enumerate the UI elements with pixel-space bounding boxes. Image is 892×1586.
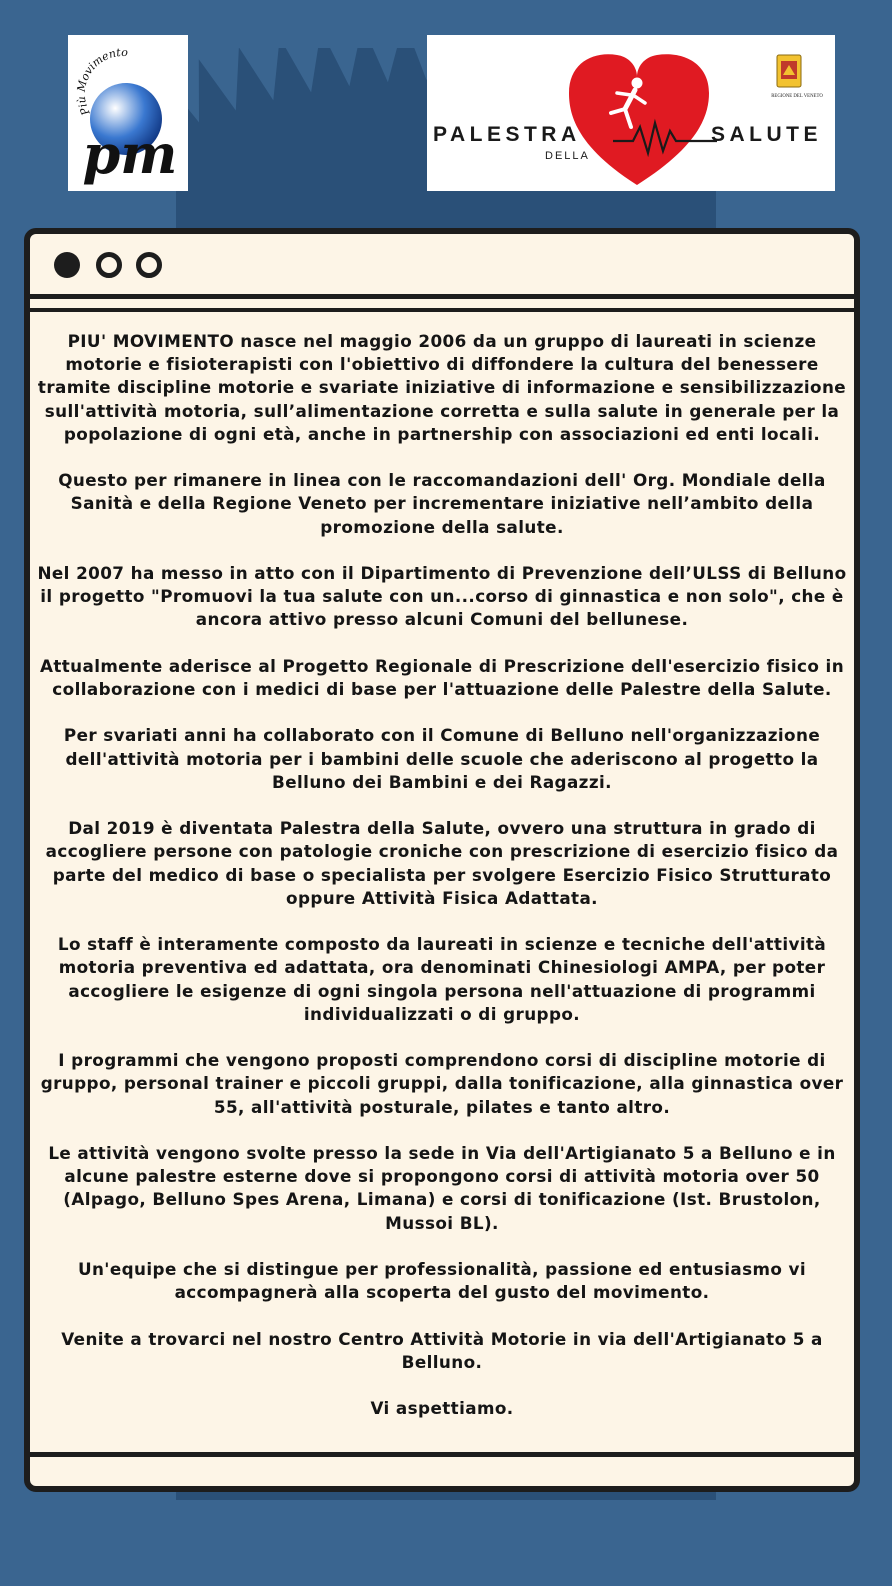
window-dot-filled-icon — [54, 252, 80, 278]
logo-word-palestra: PALESTRA — [433, 123, 581, 146]
window-dot-ring-icon — [96, 252, 122, 278]
paragraph: I programmi che vengono proposti comprendono corsi di discipline motorie di gruppo, personal trainer e piccoli gruppi, dalla tonificazione, alla ginnastica over 55, all'attività posturale, pilates e tanto altro. — [40, 1050, 844, 1117]
header-divider — [30, 294, 854, 299]
paragraph: Un'equipe che si distingue per professionalità, passione ed entusiasmo vi accompagnerà alla scoperta del gusto del movimento. — [77, 1258, 807, 1303]
closing-line: Vi aspettiamo. — [370, 1398, 514, 1419]
paragraph: Le attività vengono svolte presso la sede in Via dell'Artigianato 5 a Belluno e in alcune palestre esterne dove si propongono corsi di attività motoria over 50 (Alpago, Belluno Spes Arena, Limana) e corsi di tonificazione (Ist. Brustolon, Mussoi BL). — [48, 1142, 836, 1233]
paragraph: Nel 2007 ha messo in atto con il Dipartimento di Prevenzione dell’ULSS di Belluno il progetto "Promuovi la tua salute con un...corso di ginnastica e non solo", che è ancora attivo presso alcuni Comuni del bellunese. — [37, 563, 847, 630]
heart-icon — [569, 54, 709, 185]
content-window — [24, 228, 860, 1492]
paragraph: PIU' MOVIMENTO nasce nel maggio 2006 da un gruppo di laureati in scienze motorie e fisioterapisti con l'obiettivo di diffondere la cultura del benessere tramite discipline motorie e svariate iniziative di informazione e sensibilizzazione sull'attività motoria, sull’alimentazione corretta e sulla salute in generale per la popolazione di ogni età, anche in partnership con associazioni ed enti locali. — [37, 331, 847, 444]
logo-letters: pm — [82, 122, 178, 186]
paragraph: Attualmente aderisce al Progetto Regionale di Prescrizione dell'esercizio fisico in collaborazione con i medici di base per l'attuazione delle Palestre della Salute. — [39, 655, 845, 699]
piu-movimento-logo — [68, 35, 188, 191]
footer-divider — [30, 1452, 854, 1457]
header-divider — [30, 308, 854, 312]
paragraph: Dal 2019 è diventata Palestra della Salute, ovvero una struttura in grado di accogliere persone con patologie croniche con prescrizione di esercizio fisico da parte del medico di base o specialista per svolgere Esercizio Fisico Strutturato oppure Attività Fisica Adattata. — [45, 818, 839, 908]
logo-word-della: DELLA — [545, 150, 590, 162]
window-dot-ring-icon — [136, 252, 162, 278]
logo-arc-text: Più Movimento — [74, 45, 129, 118]
body-text — [36, 330, 848, 1444]
paragraph: Questo per rimanere in linea con le raccomandazioni dell' Org. Mondiale della Sanità e della Regione Veneto per incrementare iniziative nell’ambito della promozione della salute. — [58, 470, 826, 537]
regione-veneto-crest-icon — [777, 55, 801, 87]
palestra-della-salute-logo — [427, 35, 835, 191]
paragraph: Lo staff è interamente composto da laureati in scienze e tecniche dell'attività motoria preventiva ed adattata, ora denominati Chinesiologi AMPA, per poter accogliere le esigenze di ogni singola persona nell'attuazione di programmi individualizzati o di gruppo. — [57, 934, 827, 1024]
region-label: REGIONE DEL VENETO — [771, 94, 823, 99]
paragraph: Per svariati anni ha collaborato con il Comune di Belluno nell'organizzazione dell'attività motoria per i bambini delle scuole che aderiscono al progetto la Belluno dei Bambini e dei Ragazzi. — [63, 725, 821, 792]
logo-word-salute: SALUTE — [711, 123, 822, 146]
paragraph: Venite a trovarci nel nostro Centro Attività Motorie in via dell'Artigianato 5 a Belluno. — [61, 1328, 823, 1372]
